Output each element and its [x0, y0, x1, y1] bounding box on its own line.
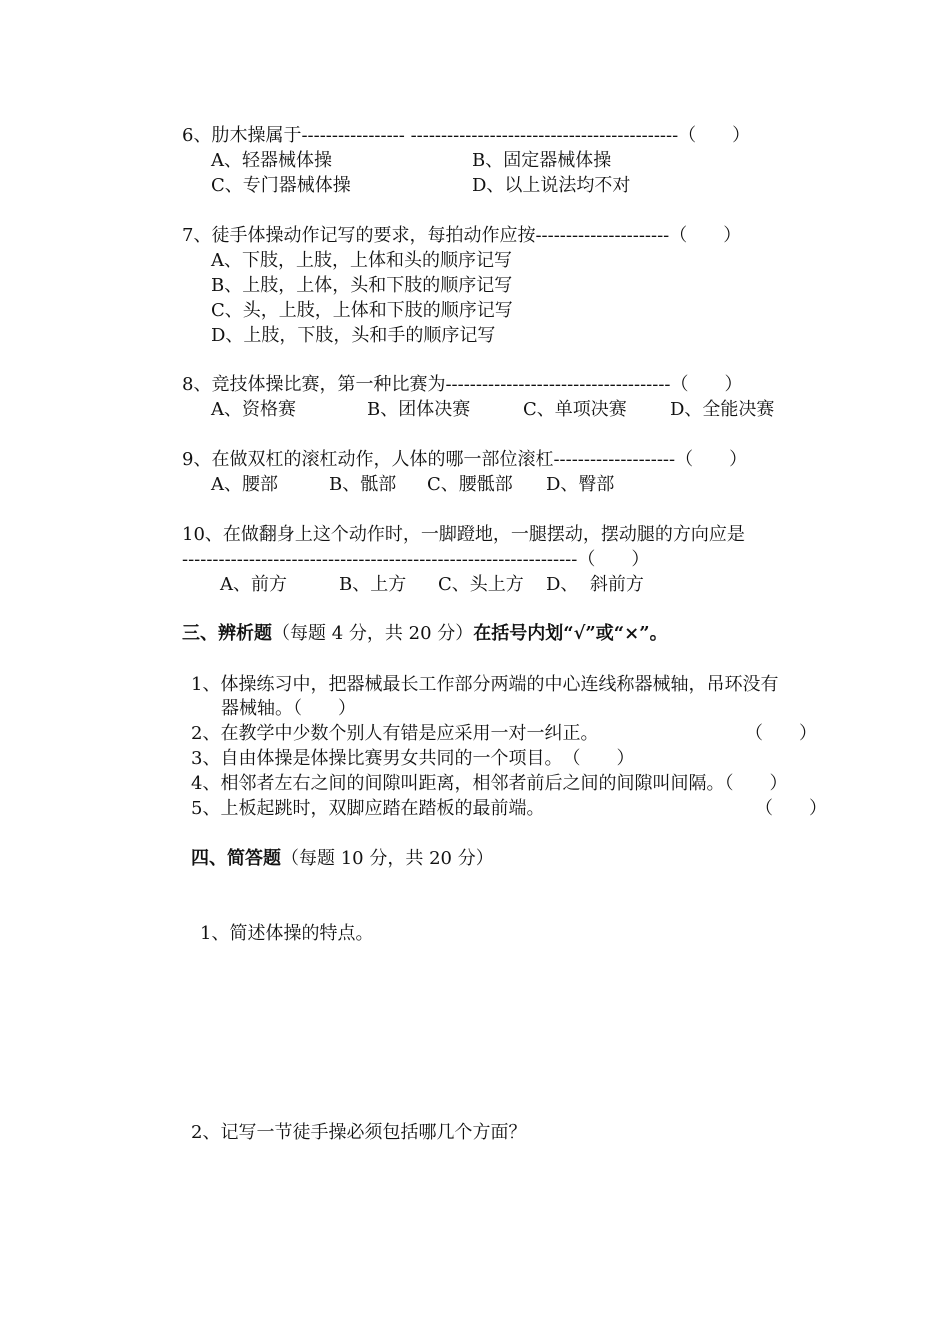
- section4-title: 四、简答题: [191, 848, 281, 869]
- q9-option-a: A、腰部: [211, 474, 278, 495]
- q10-option-d: D、 斜前方: [546, 574, 644, 595]
- section3-item-5-bracket: （ ）: [755, 798, 827, 819]
- q10-stem: 10、在做翻身上这个动作时，一脚蹬地，一腿摆动，摆动腿的方向应是: [182, 524, 745, 545]
- q10-option-b: B、上方: [339, 574, 407, 595]
- q9-option-c: C、腰骶部: [427, 474, 513, 495]
- section3-item-1-cont: 器械轴。（ ）: [221, 698, 356, 719]
- q6-option-a: A、轻器械体操: [211, 150, 332, 171]
- q6-option-d: D、以上说法均不对: [472, 175, 631, 196]
- section4-score: （每题 10 分，共 20 分）: [281, 848, 494, 869]
- section3-item-3: 3、自由体操是体操比赛男女共同的一个项目。 （ ）: [191, 748, 635, 769]
- q9-stem: 9、在做双杠的滚杠动作，人体的哪一部位滚杠--------------------（ ）: [182, 449, 748, 470]
- section3-heading: [182, 622, 668, 646]
- q8-option-c: C、单项决赛: [523, 399, 627, 420]
- section3-item-1: 1、体操练习中，把器械最长工作部分两端的中心连线称器械轴，吊环没有: [191, 674, 779, 695]
- q10-option-c: C、头上方: [438, 574, 524, 595]
- section3-item-5: 5、上板起跳时，双脚应踏在踏板的最前端。: [191, 798, 545, 819]
- q6-option-c: C、专门器械体操: [211, 175, 351, 196]
- section3-instruction: 在括号内划“√”或“×”。: [473, 623, 668, 644]
- q9-option-b: B、骶部: [329, 474, 397, 495]
- q6-stem: 6、肋木操属于----------------- --------------------------------------------（ ）: [182, 125, 751, 146]
- section3-title: 三、辨析题: [182, 623, 272, 644]
- q7-option-d: D、上肢，下肢，头和手的顺序记写: [211, 325, 496, 346]
- q6-option-b: B、固定器械体操: [472, 150, 612, 171]
- section3-item-2-bracket: （ ）: [745, 723, 817, 744]
- q8-option-b: B、团体决赛: [367, 399, 471, 420]
- q8-option-d: D、全能决赛: [670, 399, 775, 420]
- q10-option-a: A、前方: [220, 574, 287, 595]
- q8-option-a: A、资格赛: [211, 399, 296, 420]
- q8-stem: 8、竞技体操比赛，第一种比赛为-------------------------------------（ ）: [182, 374, 743, 395]
- q7-option-a: A、下肢，上肢，上体和头的顺序记写: [211, 250, 512, 271]
- section4-question-1: 1、简述体操的特点。: [200, 923, 374, 944]
- section3-score: （每题 4 分，共 20 分）: [272, 623, 474, 644]
- q7-option-c: C、头，上肢，上体和下肢的顺序记写: [211, 300, 513, 321]
- q10-stem-answer-line: -----------------------------------------------------------------（ ）: [182, 549, 650, 570]
- q9-option-d: D、臀部: [546, 474, 615, 495]
- q7-option-b: B、上肢，上体，头和下肢的顺序记写: [211, 275, 513, 296]
- q7-stem: 7、徒手体操动作记写的要求，每拍动作应按----------------------（ ）: [182, 225, 742, 246]
- section4-question-2: 2、记写一节徒手操必须包括哪几个方面？: [191, 1122, 527, 1143]
- section3-item-2: 2、在教学中少数个别人有错是应采用一对一纠正。: [191, 723, 599, 744]
- section3-item-4: 4、相邻者左右之间的间隙叫距离，相邻者前后之间的间隙叫间隔。（ ）: [191, 773, 788, 794]
- section4-heading: [191, 847, 494, 871]
